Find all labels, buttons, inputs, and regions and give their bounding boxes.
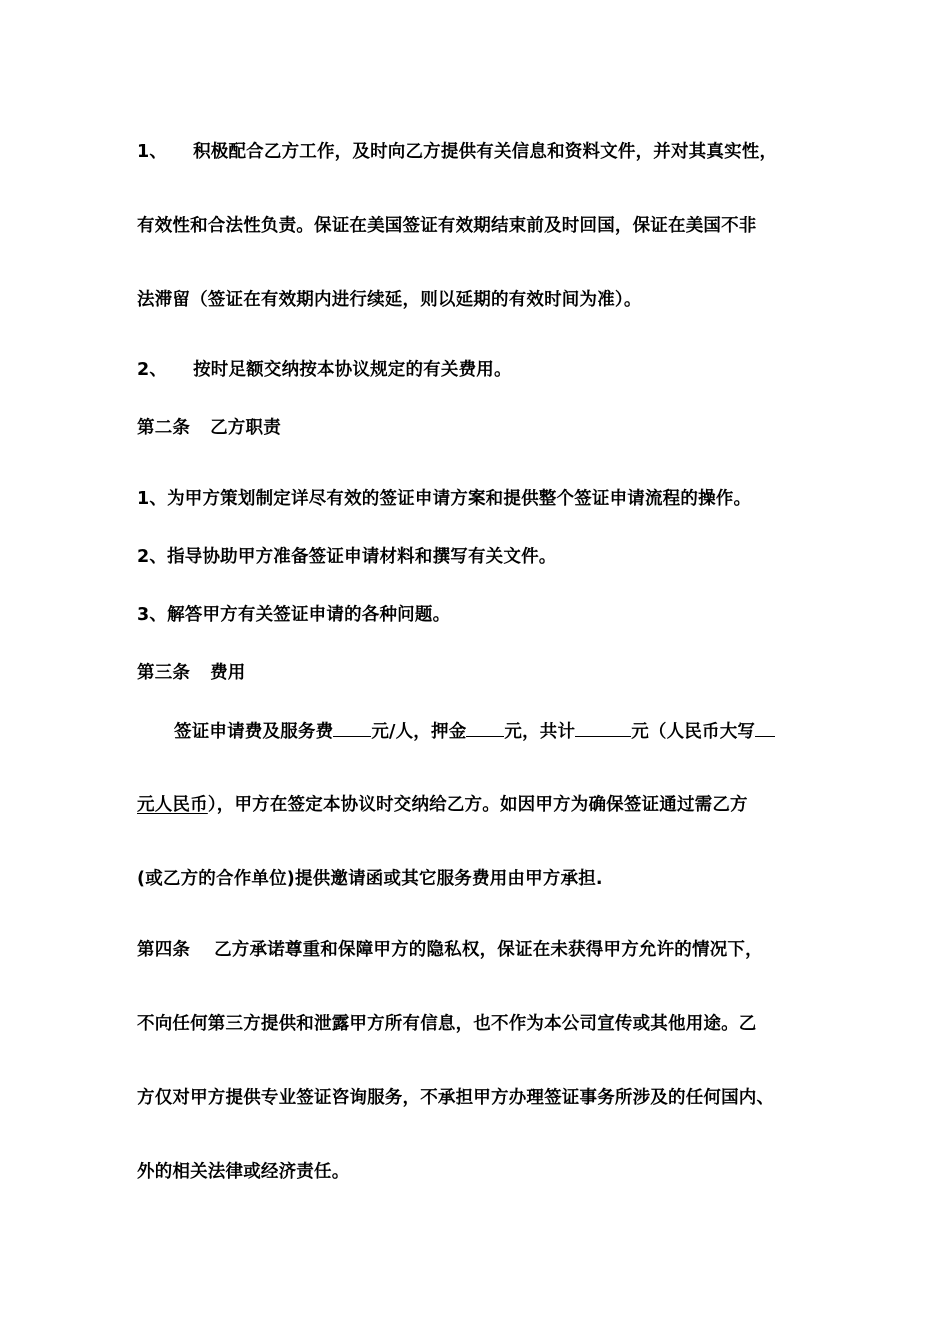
fee-text: 签证申请费及服务费 bbox=[174, 722, 334, 742]
article-number: 第二条 bbox=[137, 418, 191, 438]
fee-text: 元/人，押金 bbox=[371, 722, 467, 742]
article-4-line-3: 方仅对甲方提供专业签证咨询服务，不承担甲方办理签证事务所涉及的任何国内、 bbox=[137, 1088, 775, 1108]
article-2-heading bbox=[137, 416, 281, 440]
item-number: 1、 bbox=[137, 142, 168, 162]
article-2-item-2: 2、指导协助甲方准备签证申请材料和撰写有关文件。 bbox=[137, 547, 557, 567]
article-2-item-1: 1、为甲方策划制定详尽有效的签证申请方案和提供整个签证申请流程的操作。 bbox=[137, 489, 752, 509]
article-4-line-1 bbox=[137, 938, 763, 962]
obligation-item-1-line-3: 法滞留（签证在有效期内进行续延，则以延期的有效时间为准）。 bbox=[137, 290, 642, 310]
item-text: 按时足额交纳按本协议规定的有关费用。 bbox=[193, 360, 512, 380]
article-3-heading bbox=[137, 661, 246, 685]
fee-text: ），甲方在签定本协议时交纳给乙方。如因甲方为确保签证通过需乙方 bbox=[207, 795, 748, 815]
item-number: 2、 bbox=[137, 360, 168, 380]
fee-blank bbox=[333, 719, 371, 737]
fee-line-2 bbox=[137, 793, 748, 817]
fee-text: 元（人民币大写 bbox=[631, 722, 756, 742]
obligation-item-2 bbox=[137, 358, 512, 382]
article-number: 第四条 bbox=[137, 940, 191, 960]
article-4-line-2: 不向任何第三方提供和泄露甲方所有信息，也不作为本公司宣传或其他用途。乙 bbox=[137, 1014, 757, 1034]
item-text: 积极配合乙方工作，及时向乙方提供有关信息和资料文件，并对其真实性， bbox=[193, 142, 778, 162]
article-4-line-4: 外的相关法律或经济责任。 bbox=[137, 1162, 350, 1182]
fee-text: 元，共计 bbox=[504, 722, 576, 742]
amount-in-words-unit: 元人民币 bbox=[137, 795, 208, 815]
amount-in-words-blank bbox=[755, 719, 775, 737]
obligation-item-1-line-1 bbox=[137, 140, 777, 164]
article-title: 乙方职责 bbox=[210, 418, 281, 438]
article-number: 第三条 bbox=[137, 663, 191, 683]
fee-line-3: (或乙方的合作单位)提供邀请函或其它服务费用由甲方承担. bbox=[137, 869, 603, 889]
obligation-item-1-line-2: 有效性和合法性负责。保证在美国签证有效期结束前及时回国，保证在美国不非 bbox=[137, 216, 757, 236]
fee-line-1 bbox=[137, 719, 775, 744]
total-blank bbox=[575, 719, 631, 737]
article-2-item-3: 3、解答甲方有关签证申请的各种问题。 bbox=[137, 605, 451, 625]
article-text: 乙方承诺尊重和保障甲方的隐私权，保证在未获得甲方允许的情况下， bbox=[214, 940, 763, 960]
deposit-blank bbox=[466, 719, 504, 737]
article-title: 费用 bbox=[210, 663, 246, 683]
